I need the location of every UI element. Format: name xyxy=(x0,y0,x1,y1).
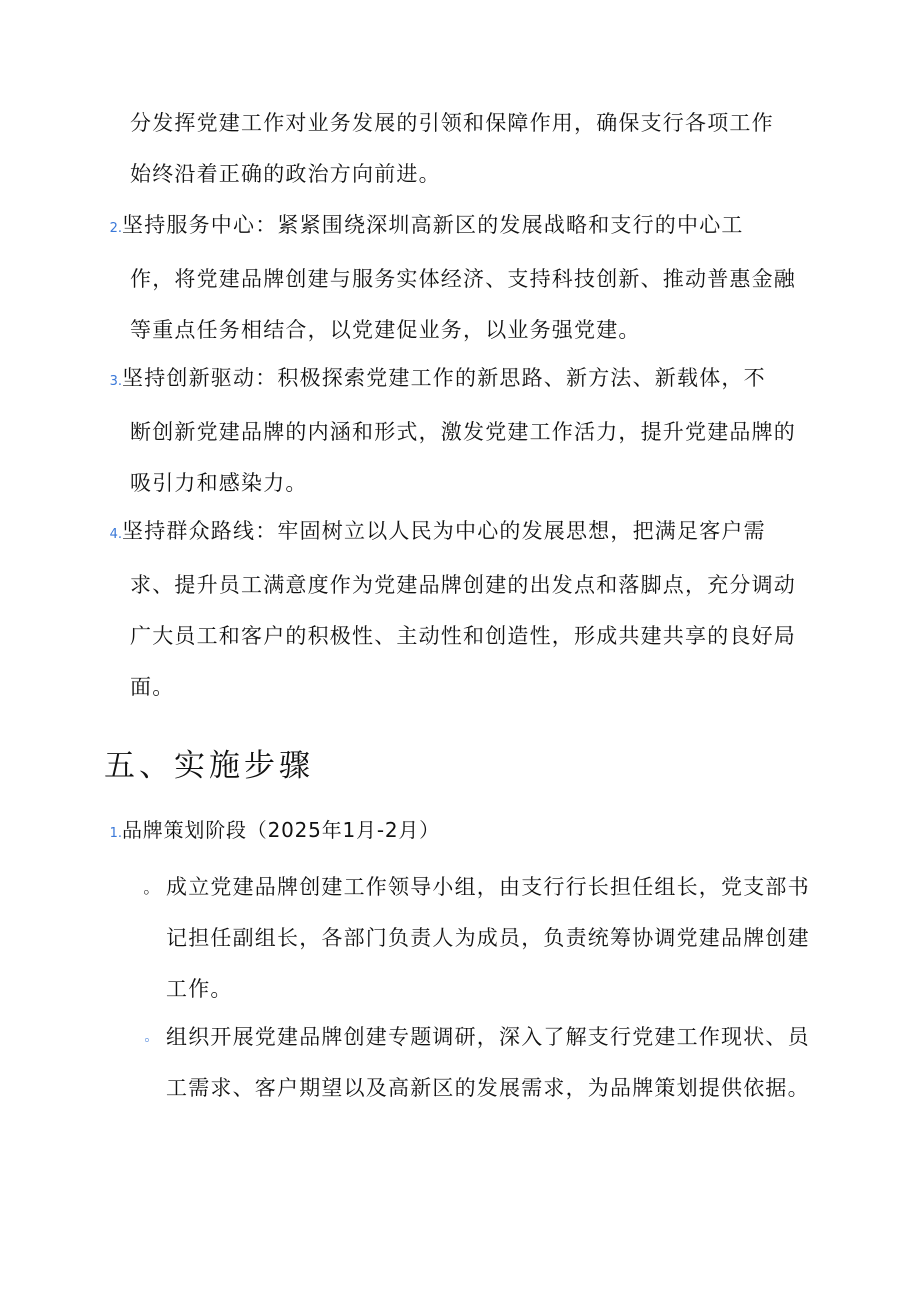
principle-item xyxy=(104,506,810,713)
principle-first-line: 坚持群众路线：牢固树立以人民为中心的发展思想，把满足客户需 xyxy=(122,519,766,543)
continuation-paragraph xyxy=(130,98,810,200)
continuation-line-2: 始终沿着正确的政治方向前进。 xyxy=(130,162,441,186)
bullet-item xyxy=(140,862,810,1015)
stage-text: 品牌策划阶段（2025年1月-2月） xyxy=(122,818,440,842)
principle-first-line: 坚持创新驱动：积极探索党建工作的新思路、新方法、新载体，不 xyxy=(122,366,766,390)
list-number: 3. xyxy=(109,374,122,389)
bullet-text: 组织开展党建品牌创建专题调研，深入了解支行党建工作现状、员工需求、客户期望以及高新区的发展需求，为品牌策划提供依据。 xyxy=(166,1025,810,1100)
principle-rest: 作，将党建品牌创建与服务实体经济、支持科技创新、推动普惠金融等重点任务相结合，以党建促业务，以业务强党建。 xyxy=(130,267,796,342)
principle-first-line: 坚持服务中心：紧紧围绕深圳高新区的发展战略和支行的中心工 xyxy=(122,213,744,237)
bullet-item xyxy=(140,1012,810,1114)
bullet-text: 成立党建品牌创建工作领导小组，由支行行长担任组长，党支部书记担任副组长，各部门负责人为成员，负责统筹协调党建品牌创建工作。 xyxy=(166,875,810,1001)
continuation-line-1: 分发挥党建工作对业务发展的引领和保障作用，确保支行各项工作 xyxy=(130,111,774,135)
list-number: 4. xyxy=(109,527,122,542)
stage-label xyxy=(104,810,440,854)
principle-item xyxy=(104,353,810,509)
section-heading: 五、实施步骤 xyxy=(104,748,314,784)
principle-rest: 断创新党建品牌的内涵和形式，激发党建工作活力，提升党建品牌的吸引力和感染力。 xyxy=(130,420,796,495)
bullet-marker: 。 xyxy=(144,1029,160,1045)
list-number: 2. xyxy=(109,221,122,236)
bullet-marker: 。 xyxy=(143,878,161,897)
list-number: 1. xyxy=(109,826,122,841)
principle-item xyxy=(104,200,810,356)
principle-rest: 求、提升员工满意度作为党建品牌创建的出发点和落脚点，充分调动广大员工和客户的积极性、主动性和创造性，形成共建共享的良好局面。 xyxy=(130,573,796,699)
